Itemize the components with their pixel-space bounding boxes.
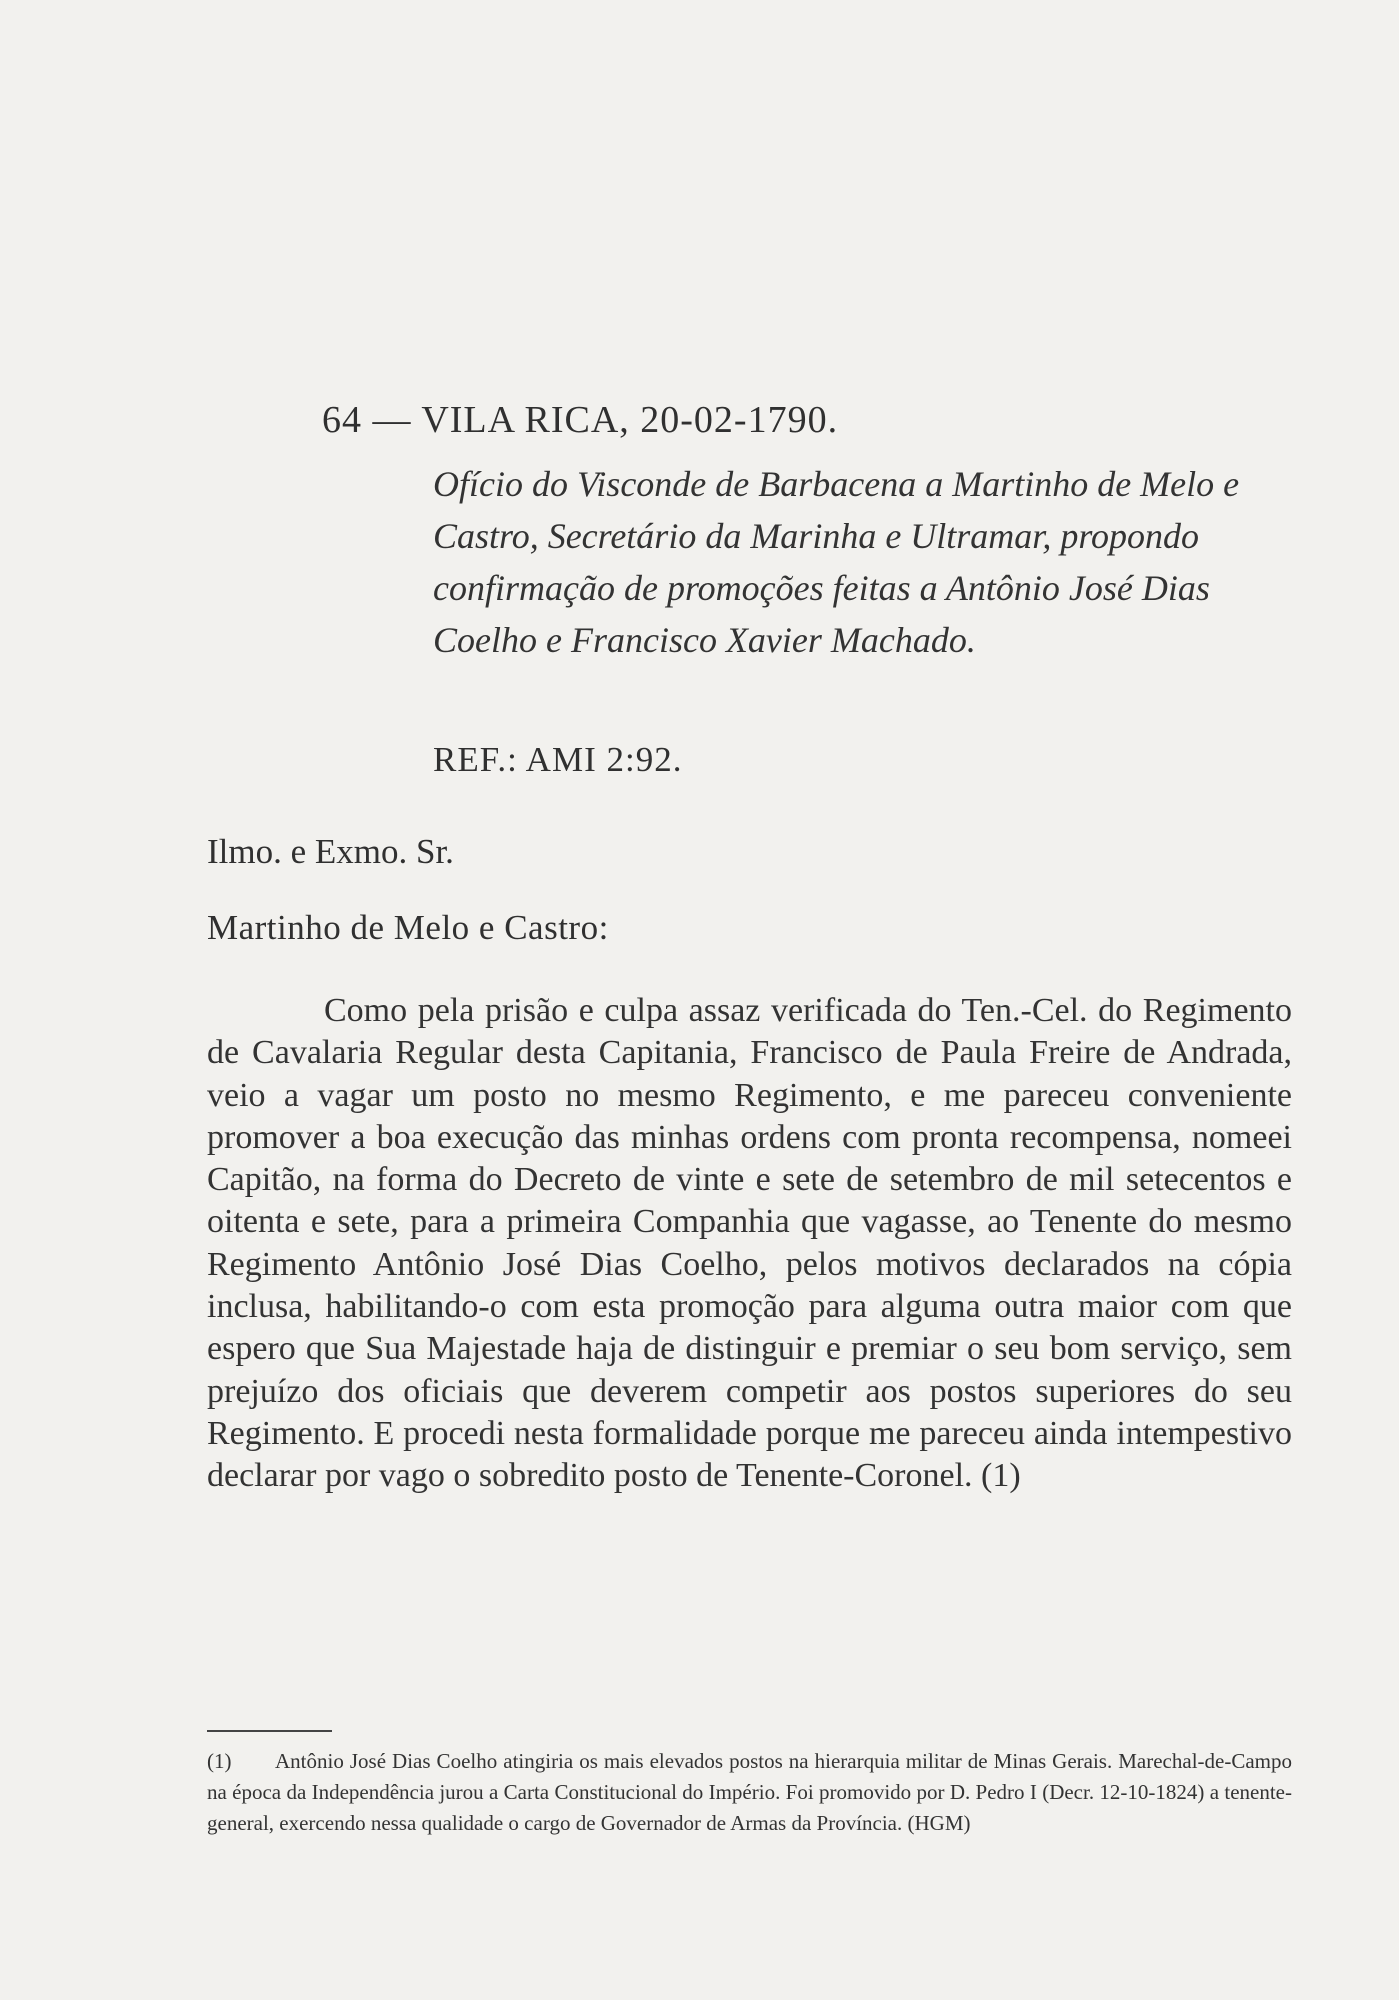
addressee: Martinho de Melo e Castro:: [207, 908, 609, 947]
letter-body: Como pela prisão e culpa assaz verificada do Ten.-Cel. do Regimento de Cavalaria Regular desta Capitania, Francisco de Paula Freire de Andrada, veio a vagar um posto no mesmo Regimento, e me pareceu conveniente promover a boa execução das minhas ordens com pronta recompensa, nomeei Capitão, na forma do Decreto de vinte e sete de setembro de mil setecentos e oitenta e sete, para a primeira Companhia que vagasse, ao Tenente do mesmo Regimento Antônio José Dias Coelho, pelos motivos declarados na cópia inclusa, habilitando-o com esta promoção para alguma outra maior com que espero que Sua Majestade haja de distinguir e premiar o seu bom serviço, sem prejuízo dos oficiais que deverem competir aos postos superiores do seu Regimento. E procedi nesta formalidade porque me pareceu ainda intempestivo declarar por vago o sobredito posto de Tenente-Coronel. (1): [207, 992, 1292, 1495]
footnote-text: Antônio José Dias Coelho atingiria os mais elevados postos na hierarquia militar de Minas Gerais. Marechal-de-Campo na época da Independência jurou a Carta Constitucional do Império. Foi promovido por D. Pedro I (Decr. 12-10-1824) a tenente-general, exercendo nessa qualidade o cargo de Governador de Armas da Província. (HGM): [207, 1749, 1292, 1835]
footnote-divider: [207, 1730, 332, 1732]
footnote-marker: (1): [207, 1749, 232, 1773]
document-summary: Ofício do Visconde de Barbacena a Martinho de Melo e Castro, Secretário da Marinha e Ultramar, propondo confirmação de promoções feitas a Antônio José Dias Coelho e Francisco Xavier Machado.: [433, 464, 1240, 660]
document-heading: 64 — VILA RICA, 20-02-1790.: [322, 399, 839, 441]
footnote: [207, 1746, 1292, 1839]
reference-line: REF.: AMI 2:92.: [433, 740, 683, 779]
salutation: Ilmo. e Exmo. Sr.: [207, 832, 454, 871]
